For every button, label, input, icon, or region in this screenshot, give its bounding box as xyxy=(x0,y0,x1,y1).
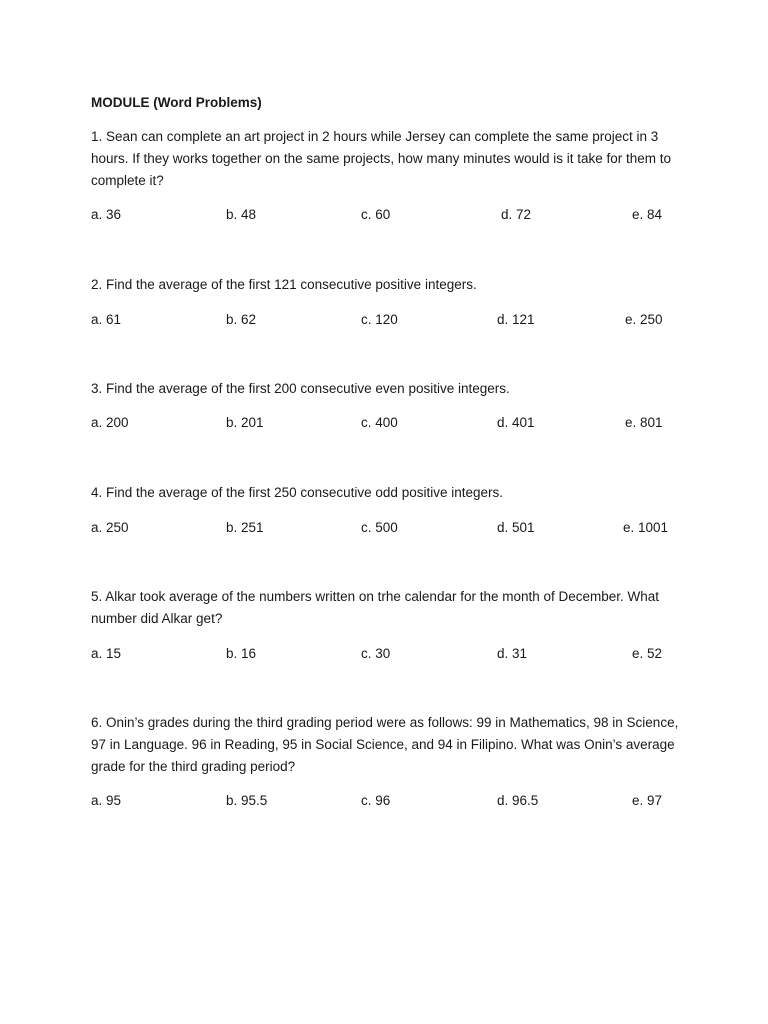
choice-d: d. 96.5 xyxy=(497,793,539,808)
choice-e: e. 801 xyxy=(625,415,663,430)
question-1-choices xyxy=(0,204,768,226)
choice-d: d. 31 xyxy=(497,646,528,661)
choice-d: d. 401 xyxy=(497,415,535,430)
question-3-choices xyxy=(0,412,768,434)
question-2-choices xyxy=(0,309,768,331)
choice-c: c. 400 xyxy=(361,415,398,430)
choice-e: e. 97 xyxy=(632,793,663,808)
module-title: MODULE (Word Problems) xyxy=(91,95,262,110)
choice-b: b. 201 xyxy=(226,415,264,430)
choice-a: a. 61 xyxy=(91,312,122,327)
choice-e: e. 1001 xyxy=(623,520,669,535)
question-3-text: 3. Find the average of the first 200 consecutive even positive integers. xyxy=(91,381,510,396)
choice-d: d. 121 xyxy=(497,312,535,327)
question-5-text: 5. Alkar took average of the numbers written on trhe calendar for the month of December. What number did Alkar get? xyxy=(91,589,660,626)
choice-c: c. 120 xyxy=(361,312,398,327)
choice-e: e. 250 xyxy=(625,312,663,327)
choice-e: e. 84 xyxy=(632,207,663,222)
choice-c: c. 60 xyxy=(361,207,391,222)
choice-a: a. 250 xyxy=(91,520,129,535)
choice-b: b. 48 xyxy=(226,207,257,222)
question-4-choices xyxy=(0,517,768,539)
choice-a: a. 95 xyxy=(91,793,122,808)
choice-a: a. 36 xyxy=(91,207,122,222)
choice-b: b. 251 xyxy=(226,520,264,535)
question-2-text: 2. Find the average of the first 121 consecutive positive integers. xyxy=(91,277,477,292)
question-6-text: 6. Onin’s grades during the third grading period were as follows: 99 in Mathematics, 98 in Science, 97 in Language. 96 in Reading, 95 in Social Science, and 94 in Filipino. What was Onin’s average grade for the third grading period? xyxy=(91,715,679,774)
choice-b: b. 16 xyxy=(226,646,257,661)
question-6-choices xyxy=(0,790,768,812)
question-5-choices xyxy=(0,643,768,665)
choice-e: e. 52 xyxy=(632,646,663,661)
question-1-text: 1. Sean can complete an art project in 2 hours while Jersey can complete the same project in 3 hours. If they works together on the same projects, how many minutes would is it take for them to complete it? xyxy=(91,129,672,188)
choice-c: c. 500 xyxy=(361,520,398,535)
question-4-text: 4. Find the average of the first 250 consecutive odd positive integers. xyxy=(91,485,503,500)
choice-b: b. 62 xyxy=(226,312,257,327)
choice-a: a. 15 xyxy=(91,646,122,661)
choice-c: c. 30 xyxy=(361,646,391,661)
choice-d: d. 501 xyxy=(497,520,535,535)
choice-c: c. 96 xyxy=(361,793,391,808)
choice-d: d. 72 xyxy=(501,207,532,222)
choice-a: a. 200 xyxy=(91,415,129,430)
choice-b: b. 95.5 xyxy=(226,793,268,808)
